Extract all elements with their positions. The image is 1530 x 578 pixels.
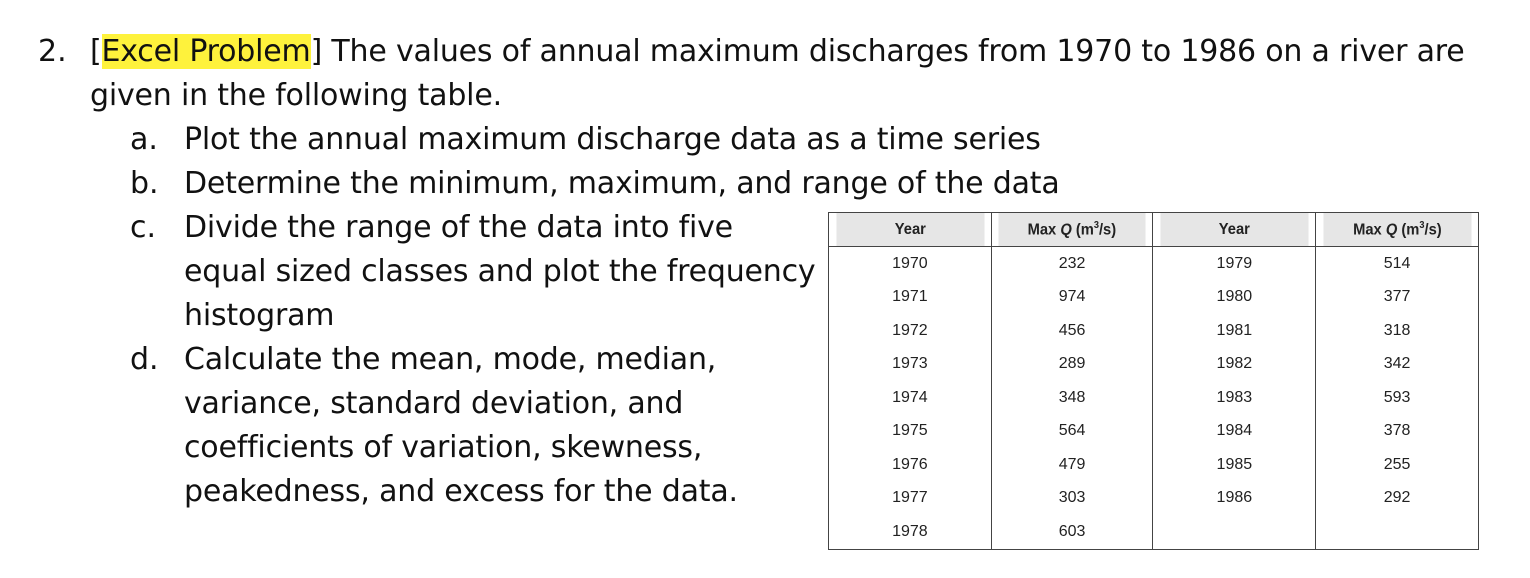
table-cell-discharge: 974 — [991, 281, 1153, 315]
table-cell-discharge: 292 — [1316, 482, 1479, 516]
table-cell-year: 1986 — [1153, 482, 1316, 516]
table-cell-year: 1980 — [1153, 281, 1316, 315]
table-cell-year: 1972 — [829, 314, 992, 348]
excel-problem-highlight: Excel Problem — [101, 34, 311, 69]
problem-number: 2. — [38, 34, 67, 69]
part-c-text-line-1: Divide the range of the data into five — [184, 210, 733, 245]
table-cell-discharge: 303 — [991, 482, 1153, 516]
table-cell-year: 1985 — [1153, 448, 1316, 482]
table-cell-discharge: 514 — [1316, 247, 1479, 281]
table-cell-discharge: 318 — [1316, 314, 1479, 348]
table-cell-discharge: 232 — [991, 247, 1153, 281]
table-cell-discharge: 603 — [991, 515, 1153, 549]
table-row — [829, 448, 1479, 482]
table-cell-discharge: 378 — [1316, 415, 1479, 449]
table-cell-year: 1975 — [829, 415, 992, 449]
part-a-marker: a. — [130, 122, 158, 157]
part-b-marker: b. — [130, 166, 159, 201]
table-header-row — [829, 213, 1479, 247]
table-cell-year: 1978 — [829, 515, 992, 549]
table-cell-year: 1979 — [1153, 247, 1316, 281]
table-cell-discharge: 564 — [991, 415, 1153, 449]
table-cell-year: 1977 — [829, 482, 992, 516]
table-row — [829, 415, 1479, 449]
table-row — [829, 247, 1479, 281]
table-cell-year — [1153, 515, 1316, 549]
table-row — [829, 281, 1479, 315]
part-c-text-line-3: histogram — [184, 298, 335, 333]
part-d-text-line-1: Calculate the mean, mode, median, — [184, 342, 717, 377]
table-row — [829, 482, 1479, 516]
part-d-marker: d. — [130, 342, 159, 377]
table-cell-year: 1981 — [1153, 314, 1316, 348]
table-row — [829, 314, 1479, 348]
table-cell-discharge: 342 — [1316, 348, 1479, 382]
table-row — [829, 381, 1479, 415]
table-cell-year: 1983 — [1153, 381, 1316, 415]
problem-intro-rest: ] The values of annual maximum discharges from 1970 to 1986 on a river are — [310, 34, 1465, 69]
table-cell-year: 1974 — [829, 381, 992, 415]
table-cell-year: 1973 — [829, 348, 992, 382]
table-cell-discharge: 479 — [991, 448, 1153, 482]
table-cell-year: 1971 — [829, 281, 992, 315]
part-d-text-line-4: peakedness, and excess for the data. — [184, 474, 738, 509]
header-maxq-1: Max Q $(m^3/s)$ — [998, 213, 1147, 247]
table-cell-year: 1970 — [829, 247, 992, 281]
discharge-table — [828, 212, 1479, 550]
table-cell-discharge: 456 — [991, 314, 1153, 348]
part-a-text: Plot the annual maximum discharge data as a time series — [184, 122, 1041, 157]
table-row — [829, 348, 1479, 382]
table-cell-discharge: 348 — [991, 381, 1153, 415]
part-d-text-line-3: coefficients of variation, skewness, — [184, 430, 703, 465]
header-year-1: Year — [835, 213, 985, 247]
table-cell-discharge: 255 — [1316, 448, 1479, 482]
header-maxq-2: Max Q $(m^3/s)$ — [1322, 213, 1472, 247]
part-c-marker: c. — [130, 210, 157, 245]
table-cell-year: 1976 — [829, 448, 992, 482]
table-cell-discharge: 289 — [991, 348, 1153, 382]
part-d-text-line-2: variance, standard deviation, and — [184, 386, 684, 421]
part-b-text: Determine the minimum, maximum, and range of the data — [184, 166, 1060, 201]
part-c-text-line-2: equal sized classes and plot the frequency — [184, 254, 816, 289]
problem-intro-line-2: given in the following table. — [90, 78, 502, 113]
table-cell-year: 1982 — [1153, 348, 1316, 382]
header-year-2: Year — [1159, 213, 1309, 247]
table-row — [829, 515, 1479, 549]
table-cell-discharge — [1316, 515, 1479, 549]
table-cell-year: 1984 — [1153, 415, 1316, 449]
table-cell-discharge: 377 — [1316, 281, 1479, 315]
table-cell-discharge: 593 — [1316, 381, 1479, 415]
problem-intro-line-1: [Excel Problem] The values of annual maximum discharges from 1970 to 1986 on a river are — [90, 34, 1465, 69]
